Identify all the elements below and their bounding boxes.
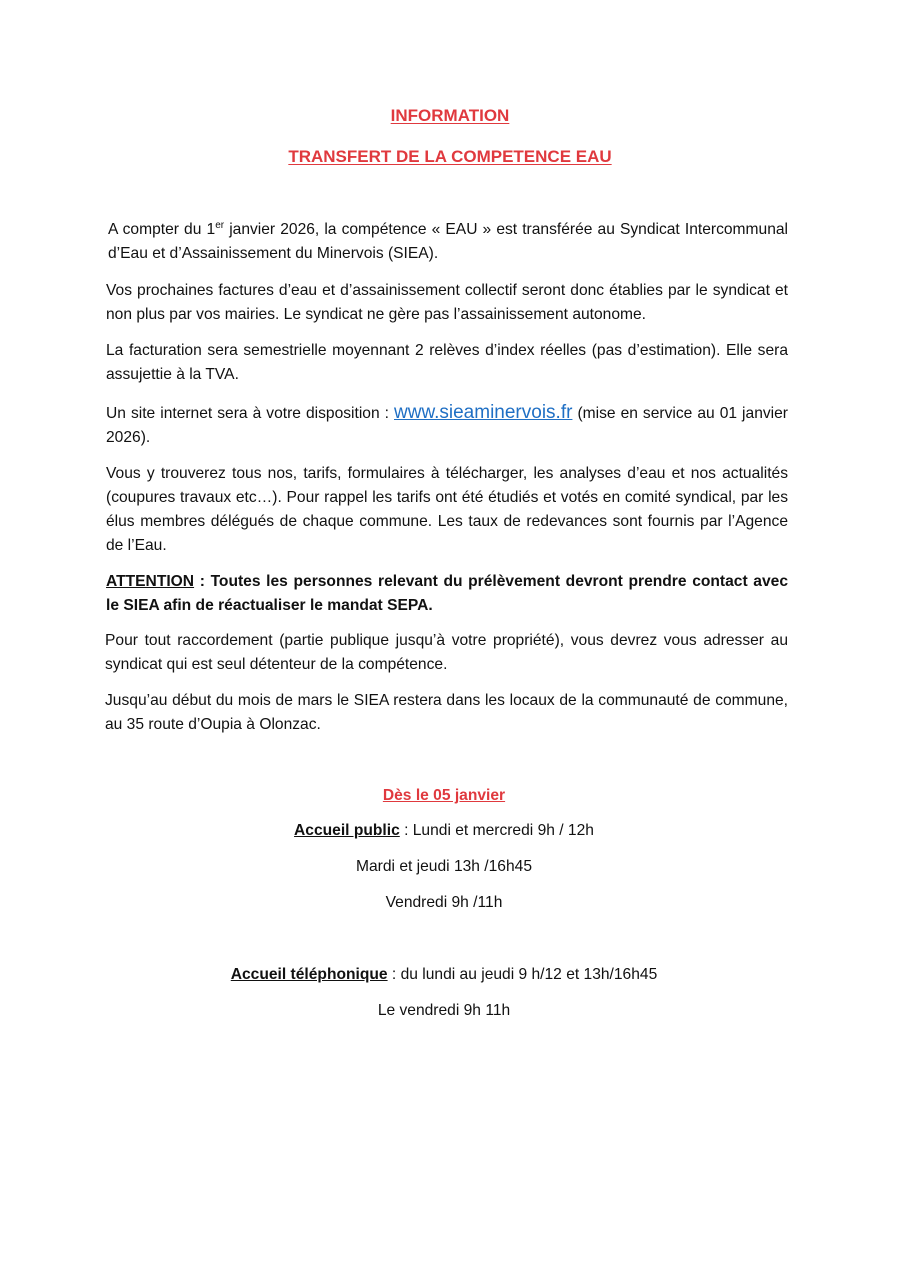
paragraph-website bbox=[106, 401, 788, 450]
paragraph-transfer-start: A compter du 1 bbox=[108, 221, 216, 238]
paragraph-billing: La facturation sera semestrielle moyennant 2 relèves d’index réelles (pas d’estimation). Elle sera assujettie à la TVA. bbox=[106, 342, 788, 383]
paragraph-website-start: Un site internet sera à votre disposition : bbox=[106, 405, 394, 422]
phone-hours-days: : du lundi au jeudi 9 h/12 et 13h/16h45 bbox=[387, 966, 658, 983]
phone-hours-line1 bbox=[0, 964, 888, 986]
website-link[interactable]: www.sieaminervois.fr bbox=[394, 402, 573, 423]
attention-label: ATTENTION bbox=[106, 573, 195, 590]
public-hours-line3: Vendredi 9h /11h bbox=[385, 894, 503, 911]
paragraph-transfer-end: janvier 2026, la compétence « EAU » est transférée au Syndicat Intercommunal d’Eau et d’Assainissement du Minervois (SIEA). bbox=[108, 221, 788, 262]
public-hours-line2: Mardi et jeudi 13h /16h45 bbox=[356, 858, 532, 875]
paragraph-transfer bbox=[108, 218, 788, 266]
paragraph-attention bbox=[106, 570, 788, 618]
paragraph-website-end: (mise en service au 01 janvier 2026). bbox=[106, 405, 788, 446]
phone-hours-label: Accueil téléphonique bbox=[230, 966, 388, 983]
public-hours-line1 bbox=[0, 820, 888, 842]
public-hours-days: : Lundi et mercredi 9h / 12h bbox=[399, 822, 594, 839]
public-hours-label: Accueil public bbox=[294, 822, 400, 839]
paragraph-location: Jusqu’au début du mois de mars le SIEA restera dans les locaux de la communauté de commune, au 35 route d’Oupia à Olonzac. bbox=[105, 692, 788, 733]
phone-hours-line2: Le vendredi 9h 11h bbox=[377, 1002, 511, 1019]
ordinal-superscript: er bbox=[215, 219, 225, 231]
document-subtitle: TRANSFERT DE LA COMPETENCE EAU bbox=[288, 147, 612, 166]
paragraph-connection: Pour tout raccordement (partie publique jusqu’à votre propriété), vous devrez vous adresser au syndicat qui est seul détenteur de la compétence. bbox=[105, 632, 788, 673]
paragraph-content: Vous y trouverez tous nos, tarifs, formulaires à télécharger, les analyses d’eau et nos actualités (coupures travaux etc…). Pour rappel les tarifs ont été étudiés et votés en comité syndical, par les élus membres délégués de chaque commune. Les taux de redevances sont fournis par l’Agence de l’Eau. bbox=[106, 465, 788, 554]
paragraph-invoices: Vos prochaines factures d’eau et d’assainissement collectif seront donc établies par le syndicat et non plus par vos mairies. Le syndicat ne gère pas l’assainissement autonome. bbox=[106, 282, 788, 323]
attention-text: : Toutes les personnes relevant du prélèvement devront prendre contact avec le SIEA afin de réactualiser le mandat SEPA. bbox=[106, 573, 788, 614]
schedule-heading: Dès le 05 janvier bbox=[382, 787, 506, 804]
document-title: INFORMATION bbox=[390, 106, 510, 125]
